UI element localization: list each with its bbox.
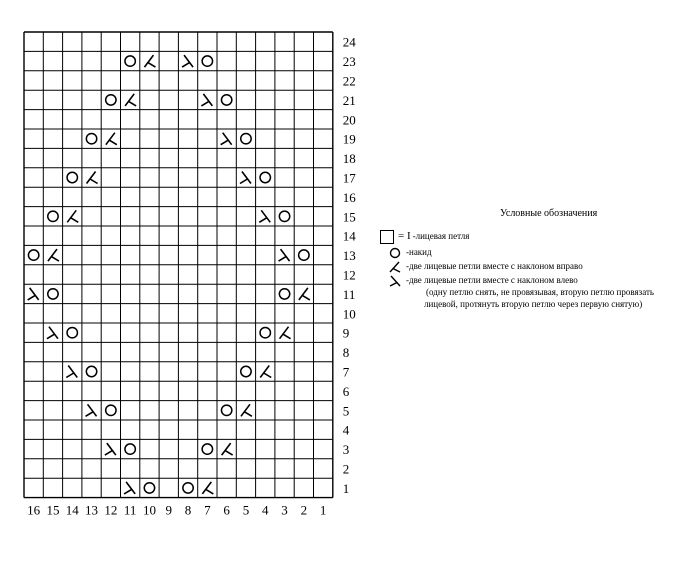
column-number-15: 15 [46,502,60,518]
ssk-symbol [124,482,135,494]
row-number-20: 20 [342,112,356,128]
k2tog-symbol [202,482,213,494]
ssk-symbol [105,443,116,455]
k2tog-symbol [106,133,117,145]
column-number-8: 8 [184,502,192,518]
row-number-3: 3 [342,442,350,458]
yarn-over-icon [388,246,406,260]
yarn-over-symbol [279,289,289,299]
legend-title: Условные обозначения [500,208,598,219]
yarn-over-symbol [28,250,38,260]
yarn-over-label: -накид [406,247,432,258]
k2tog-symbol [87,172,98,184]
row-number-23: 23 [342,54,356,70]
yarn-over-symbol [125,56,135,66]
column-number-2: 2 [300,502,308,518]
row-number-1: 1 [342,480,350,496]
column-number-16: 16 [27,502,41,518]
row-number-17: 17 [342,170,356,186]
legend-yo-row [388,246,432,260]
row-number-19: 19 [342,131,356,147]
yarn-over-symbol [260,172,270,182]
yarn-over-symbol [125,444,135,454]
yarn-over-symbol [86,134,96,144]
row-number-13: 13 [342,248,356,264]
k2tog-icon [388,260,406,274]
ssk-symbol [221,133,232,145]
ssk-symbol [47,327,58,339]
yarn-over-symbol [144,483,154,493]
yarn-over-symbol [299,250,309,260]
k2tog-symbol [241,404,252,416]
row-number-16: 16 [342,189,356,205]
row-number-22: 22 [342,73,356,89]
row-number-7: 7 [342,364,350,380]
legend-knit-row [380,230,469,244]
ssk-symbol [86,404,97,416]
ssk-symbol [279,249,290,261]
row-number-18: 18 [342,151,356,167]
column-number-3: 3 [281,502,288,518]
yarn-over-symbol [48,211,58,221]
row-number-10: 10 [342,306,356,322]
knit-stitch-icon [380,230,394,244]
ssk-symbol [201,94,212,106]
ssk-symbol [66,366,77,378]
ssk-note-line-1: (одну петлю снять, не провязывая, вторую петлю провязать [426,287,654,297]
column-number-13: 13 [85,502,99,518]
yarn-over-symbol [106,405,116,415]
yarn-over-symbol [67,328,77,338]
yarn-over-symbol [241,366,251,376]
column-number-6: 6 [223,502,230,518]
k2tog-symbol [67,210,78,222]
k2tog-label: -две лицевые петли вместе с наклоном вправо [406,261,583,272]
row-number-9: 9 [342,325,350,341]
yarn-over-symbol [183,483,193,493]
k2tog-symbol [260,366,271,378]
ssk-symbol [240,172,251,184]
row-number-6: 6 [342,383,350,399]
ssk-symbol [259,210,270,222]
column-number-5: 5 [242,502,250,518]
yarn-over-symbol [67,172,77,182]
row-number-24: 24 [342,34,356,50]
column-number-9: 9 [165,502,172,518]
knit-equals-label: = I [398,230,411,243]
row-number-4: 4 [342,422,350,438]
row-number-11: 11 [342,286,356,302]
yarn-over-symbol [48,289,58,299]
column-number-7: 7 [204,502,211,518]
legend-k2tog-row [388,260,583,274]
row-number-8: 8 [342,345,350,361]
column-number-11: 11 [123,502,137,518]
ssk-icon [388,274,406,288]
row-number-12: 12 [342,267,356,283]
yarn-over-symbol [279,211,289,221]
row-number-21: 21 [342,92,356,108]
yarn-over-symbol [202,444,212,454]
k2tog-symbol [125,94,136,106]
yarn-over-symbol [86,366,96,376]
column-number-10: 10 [142,502,156,518]
column-number-12: 12 [104,502,118,518]
row-number-5: 5 [342,403,350,419]
ssk-note-line-2: лицевой, протянуть вторую петлю через первую снятую) [424,299,643,309]
column-number-14: 14 [65,502,79,518]
ssk-symbol [182,55,193,67]
yarn-over-symbol [106,95,116,105]
k2tog-symbol [222,443,233,455]
k2tog-symbol [280,327,291,339]
k2tog-symbol [48,249,59,261]
yarn-over-symbol [202,56,212,66]
yarn-over-symbol [221,95,231,105]
row-number-14: 14 [342,228,356,244]
knit-stitch-label: -лицевая петля [412,231,470,242]
yarn-over-symbol [221,405,231,415]
k2tog-symbol [144,55,155,67]
ssk-symbol [28,288,39,300]
row-number-15: 15 [342,209,356,225]
yarn-over-symbol [241,134,251,144]
column-number-4: 4 [262,502,269,518]
row-number-2: 2 [342,461,350,477]
ssk-label: -две лицевые петли вместе с наклоном влево [406,275,578,286]
column-number-1: 1 [319,502,327,518]
yarn-over-symbol [260,328,270,338]
k2tog-symbol [299,288,310,300]
